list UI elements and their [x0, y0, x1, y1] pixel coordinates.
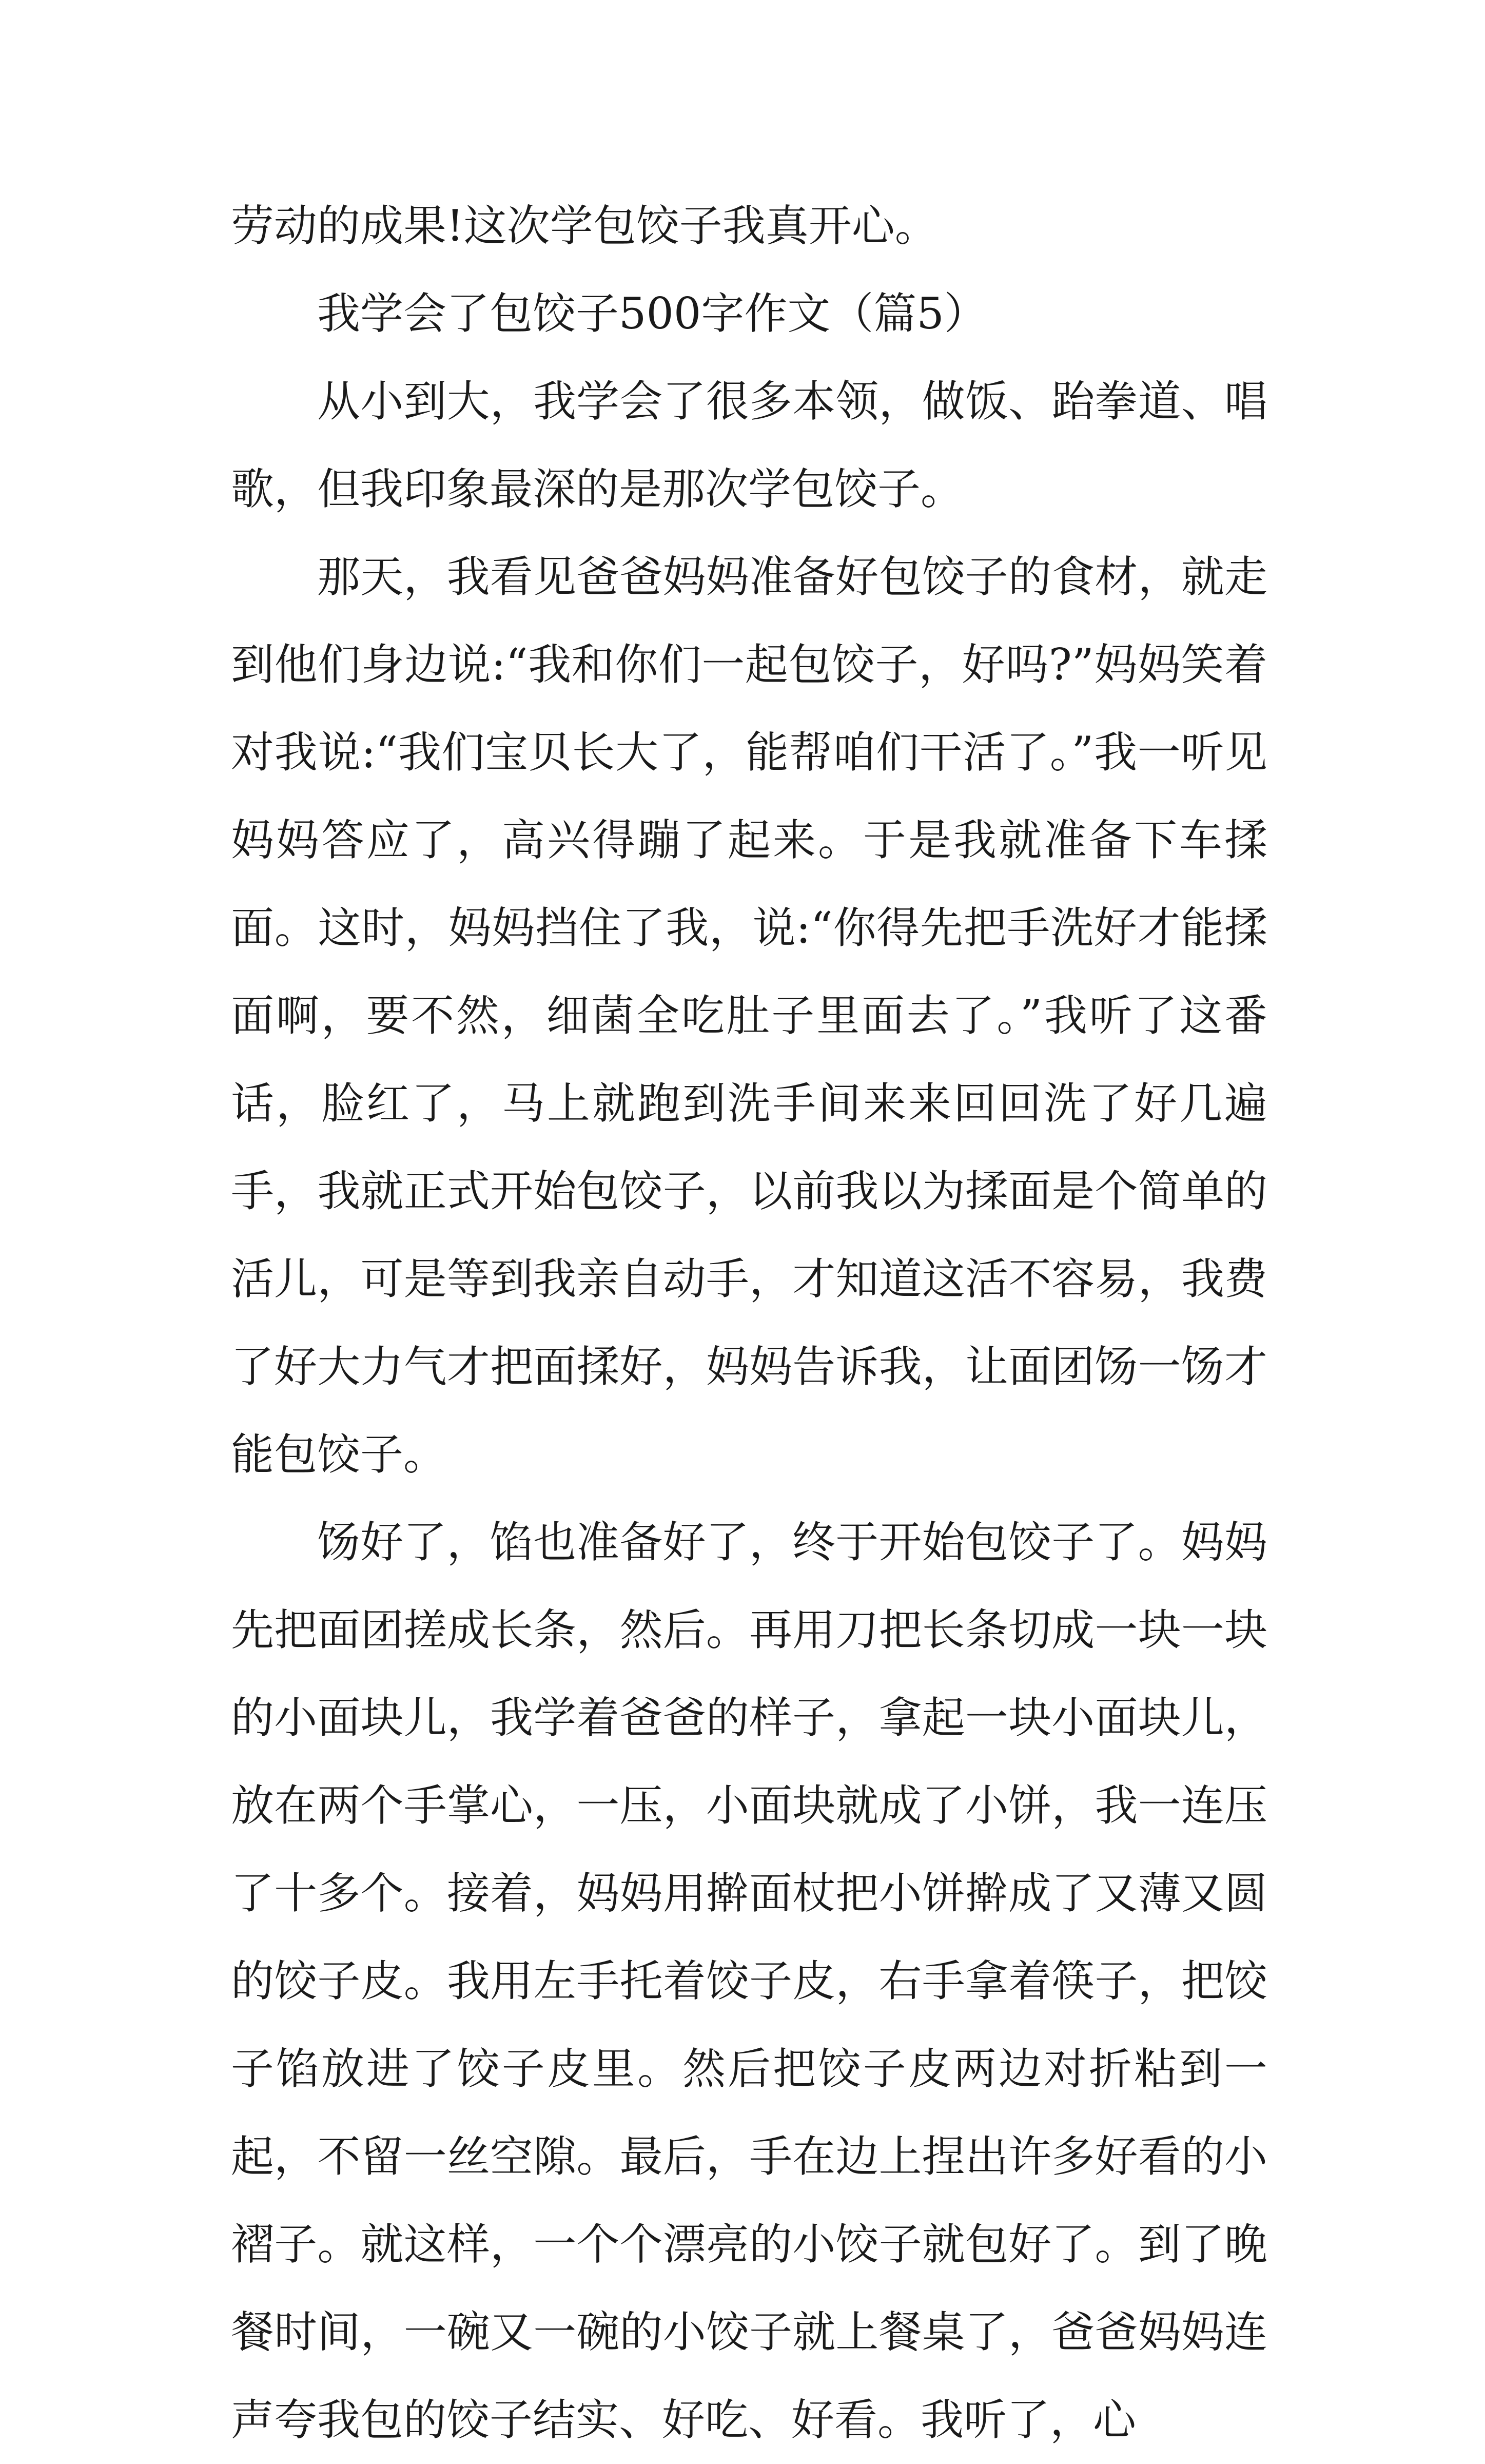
paragraph: 饧好了，馅也准备好了，终于开始包饺子了。妈妈先把面团搓成长条，然后。再用刀把长条切成一块一块的小面块儿，我学着爸爸的样子，拿起一块小面块儿，放在两个手掌心，一压，小面块就成了小饼，我一连压了十多个。接着，妈妈用擀面杖把小饼擀成了又薄又圆的饺子皮。我用左手托着饺子皮，右手拿着筷子，把饺子馅放进了饺子皮里。然后把饺子皮两边对折粘到一起，不留一丝空隙。最后，手在边上捏出许多好看的小褶子。就这样，一个个漂亮的小饺子就包好了。到了晚餐时间，一碗又一碗的小饺子就上餐桌了，爸爸妈妈连声夸我包的饺子结实、好吃、好看。我听了，心 [231, 1517, 1267, 2445]
paragraph: 从小到大，我学会了很多本领，做饭、跆拳道、唱歌，但我印象最深的是那次学包饺子。 [231, 376, 1267, 514]
paragraph-continued: 劳动的成果!这次学包饺子我真开心。 [231, 201, 938, 251]
document-body [231, 182, 1267, 2464]
paragraph: 那天，我看见爸爸妈妈准备好包饺子的食材，就走到他们身边说:“我和你们一起包饺子，好吗?”妈妈笑着对我说:“我们宝贝长大了，能帮咱们干活了。”我一听见妈妈答应了，高兴得蹦了起来。于是我就准备下车揉面。这时，妈妈挡住了我，说:“你得先把手洗好才能揉面啊，要不然，细菌全吃肚子里面去了。”我听了这番话，脸红了，马上就跑到洗手间来来回回洗了好几遍手，我就正式开始包饺子，以前我以为揉面是个简单的活儿，可是等到我亲自动手，才知道这活不容易，我费了好大力气才把面揉好，妈妈告诉我，让面团饧一饧才能包饺子。 [231, 552, 1267, 1480]
essay-heading: 我学会了包饺子500字作文（篇5） [317, 288, 987, 339]
